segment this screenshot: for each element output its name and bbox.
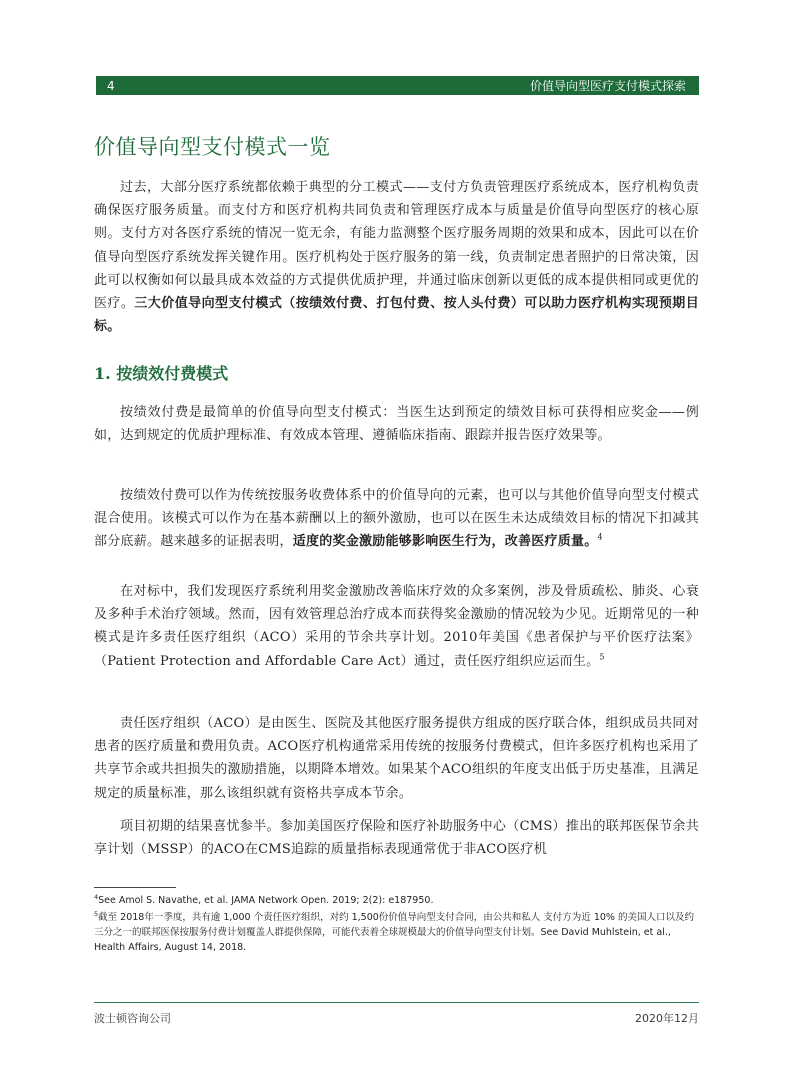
paragraph-2-bold-text: 适度的奖金激励能够影响医生行为，改善医疗质量。 (292, 534, 598, 550)
page-title: 价值导向型支付模式一览 (94, 135, 331, 159)
footnote-mark: 5 (94, 909, 99, 918)
section-paragraph-2 (94, 484, 699, 554)
section-paragraph-5: 项目初期的结果喜忧参半。参加美国医疗保险和医疗补助服务中心（CMS）推出的联邦医保节余共享计划（MSSP）的ACO在CMS追踪的质量指标表现通常优于非ACO医疗机 (94, 819, 699, 858)
paragraph-3-text: 在对标中，我们发现医疗系统利用奖金激励改善临床疗效的众多案例，涉及骨质疏松、肺炎、心衰及多种手术治疗领域。然而，因有效管理总治疗成本而获得奖金激励的情况较为少见。近期常见的一种模式是许多责任医疗组织（ACO）采用的节余共享计划。2010年美国《患者保护与平价医疗法案》（Patient Protection and Affordable Care Act）通过，责任医疗组织应运而生。 (94, 584, 699, 669)
intro-bold-text: 三大价值导向型支付模式（按绩效付费、打包付费、按人头付费）可以助力医疗机构实现预期目标。 (94, 296, 699, 335)
section-paragraph-3 (94, 580, 699, 673)
intro-text: 过去，大部分医疗系统都依赖于典型的分工模式——支付方负责管理医疗系统成本，医疗机构负责确保医疗服务质量。而支付方和医疗机构共同负责和管理医疗成本与质量是价值导向型医疗的核心原则。支付方对各医疗系统的情况一览无余，有能力监测整个医疗服务周期的效果和成本，因此可以在价值导向型医疗系统发挥关键作用。医疗机构处于医疗服务的第一线，负责制定患者照护的日常决策，因此可以权衡如何以最具成本效益的方式提供优质护理，并通过临床创新以更低的成本提供相同或更优的医疗。 (94, 180, 699, 312)
running-header (96, 76, 699, 95)
footnote-ref-5[interactable]: 5 (599, 652, 605, 662)
section-title: 1. 按绩效付费模式 (94, 364, 229, 383)
footer-divider (94, 1002, 699, 1003)
section-paragraph-1: 按绩效付费是最简单的价值导向型支付模式：当医生达到预定的绩效目标可获得相应奖金——例如，达到规定的优质护理标准、有效成本管理、遵循临床指南、跟踪并报告医疗效果等。 (94, 405, 699, 444)
footer-date: 2020年12月 (635, 1012, 699, 1025)
section-paragraph-4: 责任医疗组织（ACO）是由医生、医院及其他医疗服务提供方组成的医疗联合体，组织成员共同对患者的医疗质量和费用负责。ACO医疗机构通常采用传统的按服务付费模式，但许多医疗机构也采用了共享节余或共担损失的激励措施，以期降本增效。如果某个ACO组织的年度支出低于历史基准，且满足规定的质量标准，那么该组织就有资格共享成本节余。 (94, 716, 699, 801)
footnote-text: See Amol S. Navathe, et al. JAMA Network Open. 2019; 2(2): e187950. (98, 895, 434, 906)
footnote-5 (94, 910, 699, 955)
paragraph-2-text: 按绩效付费可以作为传统按服务收费体系中的价值导向的元素，也可以与其他价值导向型支付模式混合使用。该模式可以作为在基本薪酬以上的额外激励，也可以在医生未达成绩效目标的情况下扣减其部分底薪。越来越多的证据表明， (94, 488, 699, 550)
running-title: 价值导向型医疗支付模式探索 (529, 79, 686, 93)
page-number: 4 (107, 78, 115, 93)
footnote-divider (94, 887, 176, 888)
footnote-ref-4[interactable]: 4 (597, 533, 603, 543)
footer-publisher: 波士顿咨询公司 (94, 1012, 171, 1025)
footnote-4 (94, 893, 699, 908)
footnote-text: 截至 2018年一季度，共有逾 1,000 个责任医疗组织，对约 1,500份价值导向型支付合同，由公共和私人 支付方为近 10% 的美国人口以及约三分之一的联邦医保按服务付费计划覆盖人群提供保障，可能代表着全球规模最大的价值导向型支付计划。See David Muhlstein, et al., Health Affairs, August 14, 2018. (94, 912, 694, 953)
intro-paragraph (94, 176, 699, 338)
footnote-mark: 4 (94, 892, 99, 901)
